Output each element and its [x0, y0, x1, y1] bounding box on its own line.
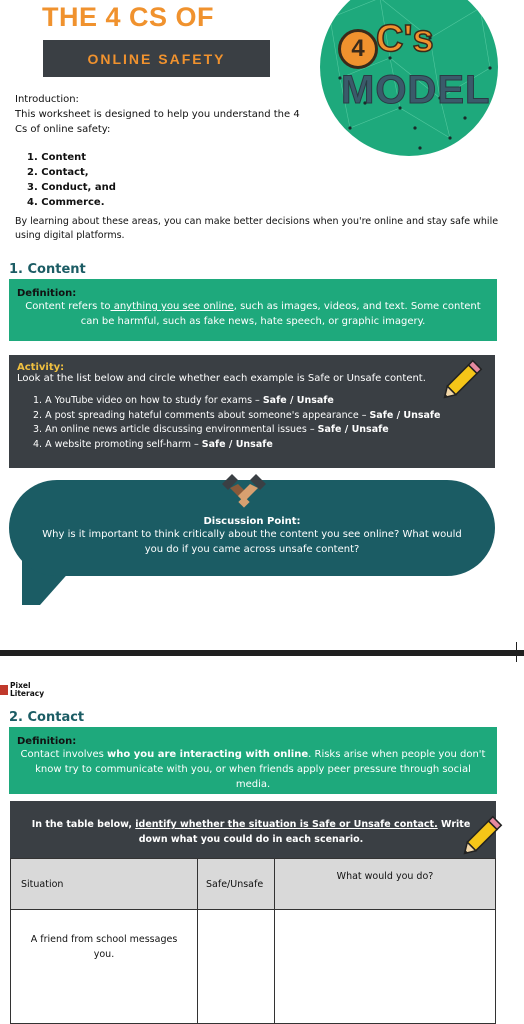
- definition-label: Definition:: [17, 288, 77, 299]
- handshake-icon: [220, 472, 268, 512]
- list-item: 1. A YouTube video on how to study for exams – Safe / Unsafe: [33, 395, 334, 406]
- pencil-icon: [460, 808, 510, 858]
- subtitle-text: ONLINE SAFETY: [87, 50, 226, 67]
- table-cell-situation: A friend from school messages you.: [10, 909, 198, 1024]
- activity-box: [9, 355, 495, 468]
- activity-label: Activity:: [17, 362, 65, 373]
- list-item: 1. Content: [27, 152, 87, 163]
- worksheet-title: THE 4 CS OF: [42, 2, 215, 32]
- activity-text: Look at the list below and circle whether each example is Safe or Unsafe content.: [17, 373, 426, 384]
- pixel-literacy-logo: [0, 682, 44, 697]
- page-mark: [516, 642, 517, 662]
- content-definition-box: [9, 279, 497, 341]
- discussion-label: Discussion Point:: [203, 516, 301, 527]
- table-intro-header: [10, 801, 496, 858]
- subtitle-banner: [43, 40, 270, 77]
- definition-text: Contact involves who you are interacting with online. Risks arise when people you don't know try to communicate with you, or when friends apply peer pressure through social media.: [20, 749, 486, 790]
- list-item: 4. A website promoting self-harm – Safe / Unsafe: [33, 438, 273, 450]
- list-item: 2. Contact,: [27, 167, 89, 178]
- list-item: 2. A post spreading hateful comments about someone's appearance – Safe / Unsafe: [33, 409, 441, 421]
- logo-text-line1: Pixel: [10, 681, 31, 690]
- discussion-text: Why is it important to think critically about the content you see online? What would you do if you came across unsafe content?: [42, 529, 462, 555]
- badge-cs: C's: [376, 18, 434, 60]
- column-header-situation: Situation: [10, 858, 198, 910]
- definition-label: Definition:: [17, 736, 77, 747]
- logo-mark: [0, 685, 8, 695]
- pencil-icon: [440, 352, 490, 402]
- activity-list: [17, 394, 487, 452]
- column-header-safe-unsafe: Safe/Unsafe: [197, 858, 275, 910]
- badge-model: MODEL: [341, 68, 491, 112]
- table-cell-safe-unsafe[interactable]: [197, 909, 275, 1024]
- page-divider: [0, 650, 524, 656]
- intro-label: Introduction:: [15, 94, 79, 105]
- column-header-action: What would you do?: [274, 858, 496, 910]
- badge-number: 4: [338, 29, 378, 69]
- section-heading-contact: 2. Contact: [9, 710, 85, 725]
- intro-block: [15, 92, 315, 137]
- table-intro-text: In the table below, identify whether the situation is Safe or Unsafe contact. Write down what you could do in each scenario.: [31, 819, 471, 845]
- intro-text: This worksheet is designed to help you understand the 4 Cs of online safety:: [15, 109, 300, 135]
- contact-definition-box: [9, 727, 497, 794]
- list-item: 3. An online news article discussing environmental issues – Safe / Unsafe: [33, 424, 389, 435]
- list-item: 4. Commerce.: [27, 197, 105, 208]
- intro-closing: By learning about these areas, you can make better decisions when you're online and stay safe while using digital platforms.: [15, 216, 499, 241]
- table-cell-action[interactable]: [274, 909, 496, 1024]
- list-item: 3. Conduct, and: [27, 182, 116, 193]
- logo-text-line2: Literacy: [10, 688, 45, 698]
- four-cs-list: [27, 150, 116, 210]
- section-heading-content: 1. Content: [9, 262, 86, 277]
- definition-text: Content refers to anything you see online, such as images, videos, and text. Some content can be harmful, such as fake news, hate speech, or graphic imagery.: [25, 301, 481, 327]
- contact-table: [10, 858, 496, 1024]
